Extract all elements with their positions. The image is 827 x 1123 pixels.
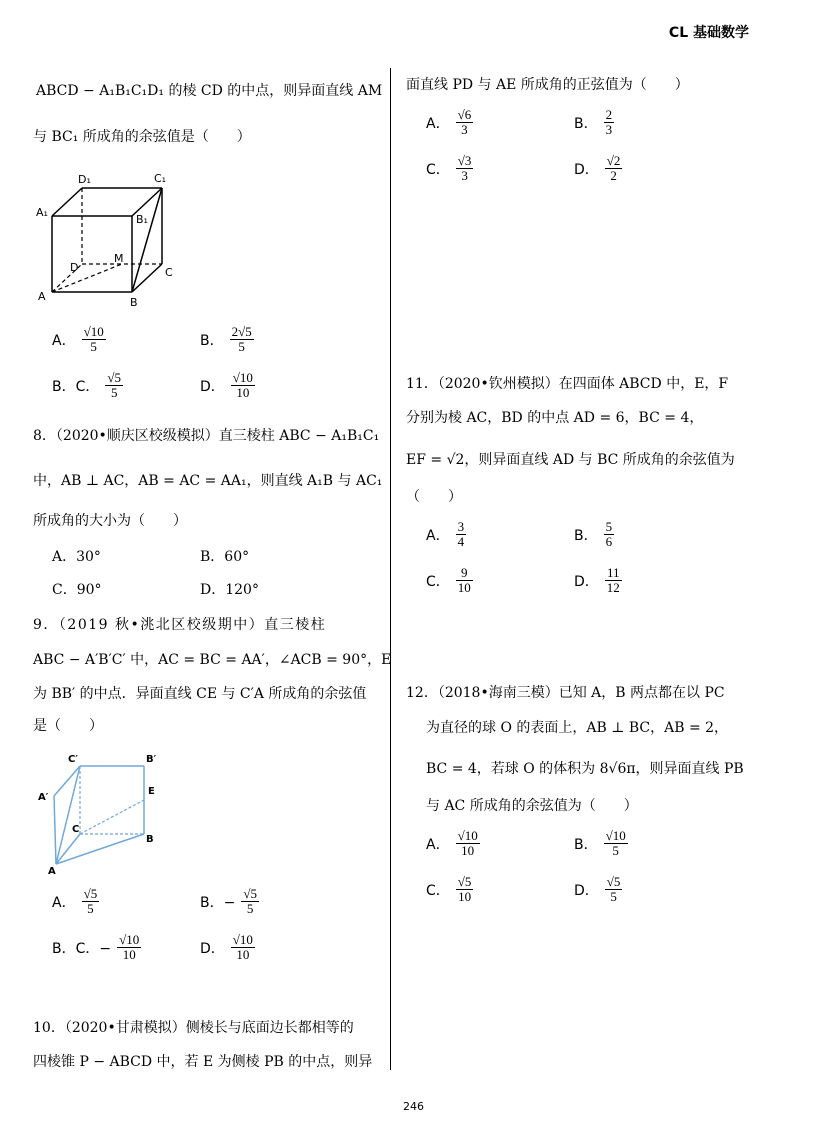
q7-option-a: A． $\frac{√10}{5}$ [52,324,104,355]
q7-option-d: D． $\frac{√10}{10}$ [200,370,253,401]
q11-line1: 11．（2020•钦州模拟）在四面体 ABCD 中，E，F [406,376,729,392]
q9-line1: 9．（2019 秋•洮北区校级期中）直三棱柱 [33,617,327,633]
q11-option-d: D． $\frac{11}{12}$ [574,565,620,596]
q10-cont-line1: 面直线 PD 与 AE 所成角的正弦值为（ ） [406,77,689,93]
q8-option-b: B．60° [200,549,250,565]
q11-line4: （ ） [406,489,462,505]
label-B: B [146,834,154,845]
label-A-prime: A′ [38,792,49,803]
label-E: E [148,786,155,797]
cube-figure [30,168,180,310]
q12-line1: 12．（2018•海南三模）已知 A，B 两点都在以 PC [406,685,725,701]
label-C: C [72,824,80,835]
label-A: A [48,866,56,876]
q9-line4: 是（ ） [33,718,103,734]
q9-line2: ABC − A′B′C′ 中，AC = BC = AA′，∠ACB = 90°，E [33,652,392,668]
label-A: A [38,290,46,303]
q7-line1: ABCD − A₁B₁C₁D₁ 的棱 CD 的中点，则异面直线 AM [36,83,383,99]
q11-line2: 分别为棱 AC，BD 的中点 AD = 6，BC = 4， [406,410,704,426]
label-B1: B₁ [136,213,148,226]
q12-option-c: C． $\frac{√5}{10}$ [426,874,472,905]
label-A1: A₁ [36,206,48,219]
q10-option-c: C． $\frac{√3}{3}$ [426,153,472,184]
q8-line1: 8．（2020•顺庆区校级模拟）直三棱柱 ABC − A₁B₁C₁ [33,428,380,444]
q11-option-b: B． $\frac{5}{6}$ [574,519,613,550]
q9-option-b: B．− $\frac{√5}{5}$ [200,886,257,917]
q12-line4: 与 AC 所成角的余弦值为（ ） [426,798,638,814]
page-number: 246 [403,1100,424,1113]
label-B: B [130,296,138,309]
q9-option-c: B．C．− $\frac{√10}{10}$ [52,932,140,963]
q8-option-a: A．30° [52,549,101,565]
q8-option-c: C．90° [52,582,102,598]
q11-option-c: C． $\frac{9}{10}$ [426,565,471,596]
label-M: M [114,252,124,265]
header-brand: CL 基础数学 [668,25,749,41]
q9-option-a: A． $\frac{√5}{5}$ [52,886,98,917]
q11-line3: EF = √2，则异面直线 AD 与 BC 所成角的余弦值为 [406,452,735,468]
q12-option-d: D． $\frac{√5}{5}$ [574,874,621,905]
label-C-prime: C′ [68,754,78,765]
column-divider [390,68,391,1070]
q12-option-b: B． $\frac{√10}{5}$ [574,828,626,859]
q7-line2: 与 BC₁ 所成角的余弦值是（ ） [33,129,251,145]
q12-option-a: A． $\frac{√10}{10}$ [426,828,478,859]
label-D1: D₁ [78,173,91,186]
q7-option-c: B．C． $\frac{√5}{5}$ [52,370,122,401]
q10-option-a: A． $\frac{√6}{3}$ [426,107,472,138]
q10-line2: 四棱锥 P − ABCD 中，若 E 为侧棱 PB 的中点，则异 [33,1054,373,1070]
prism-figure [32,748,162,876]
label-C1: C₁ [154,172,167,185]
q10-option-d: D． $\frac{√2}{2}$ [574,153,621,184]
q10-option-b: B． $\frac{2}{3}$ [574,107,613,138]
label-D: D [70,261,79,274]
q7-option-b: B． $\frac{2√5}{5}$ [200,324,252,355]
label-B-prime: B′ [146,754,157,765]
label-C: C [165,266,173,279]
q8-option-d: D．120° [200,582,259,598]
q9-line3: 为 BB′ 的中点．异面直线 CE 与 C′A 所成角的余弦值 [33,686,367,702]
q8-line3: 所成角的大小为（ ） [33,513,187,529]
q8-line2: 中，AB ⊥ AC，AB = AC = AA₁，则直线 A₁B 与 AC₁ [33,473,383,489]
q9-option-d: D． $\frac{√10}{10}$ [200,932,253,963]
q12-line2: 为直径的球 O 的表面上，AB ⊥ BC，AB = 2， [426,720,729,736]
q10-line1: 10．（2020•甘肃模拟）侧棱长与底面边长都相等的 [33,1020,354,1036]
q11-option-a: A． $\frac{3}{4}$ [426,519,465,550]
q12-line3: BC = 4，若球 O 的体积为 8√6π，则异面直线 PB [426,761,744,777]
